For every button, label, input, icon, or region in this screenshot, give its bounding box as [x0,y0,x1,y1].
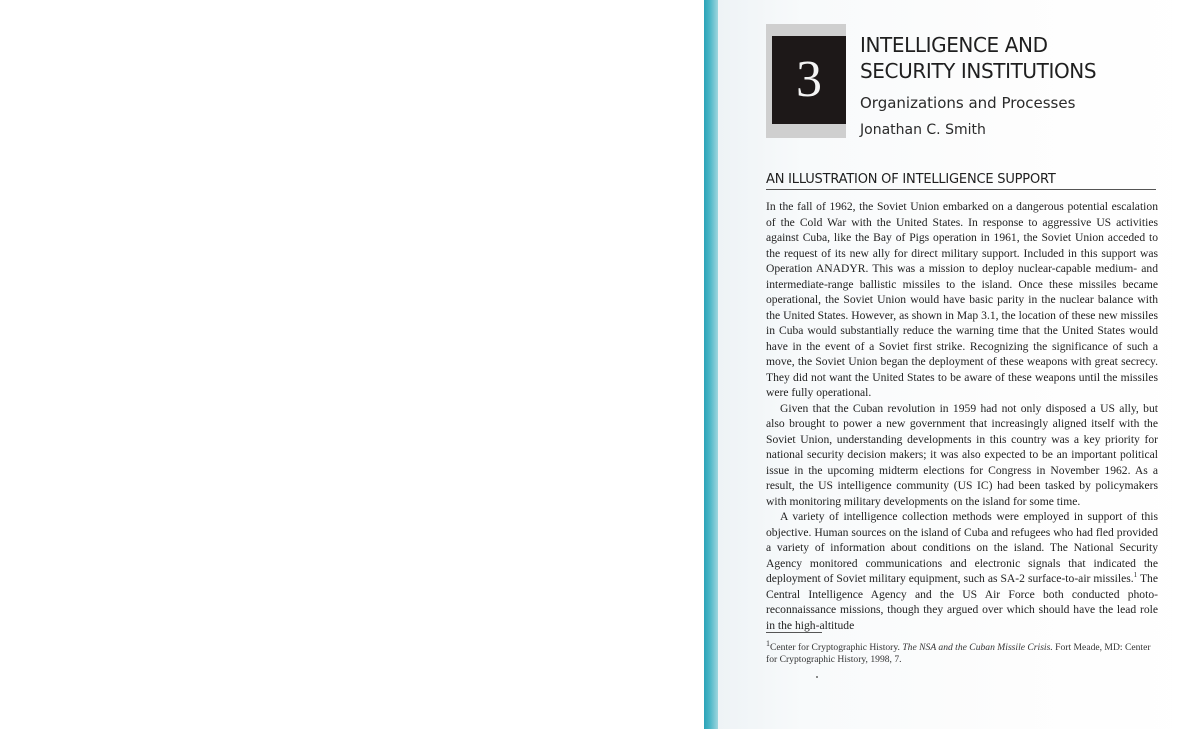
chapter-number-box [772,36,846,124]
chapter-title [860,32,1160,84]
footnote-marker: 1 [766,639,770,648]
chapter-number-block [766,24,846,138]
chapter-number: 3 [796,51,822,108]
paper-speck [816,676,818,678]
footnote-text-a: Center for Cryptographic History. [770,642,903,654]
paragraph-1: In the fall of 1962, the Soviet Union embarked on a dangerous potential escalation of the Cold War with the United States. In response to aggressive US activities against Cuba, like the Bay of Pigs operation in 1961, the Soviet Union acceded to the request of its new ally for direct military support. Included in this support was Operation ANADYR. This was a mission to deploy nuclear-capable medium- and intermediate-range ballistic missiles to the island. Once these missiles became operational, the Soviet Union would have basic parity in the nuclear balance with the United States. However, as shown in Map 3.1, the location of these new missiles in Cuba would substantially reduce the warning time that the United States would have in the event of a Soviet first strike. Recognizing the significance of such a move, the Soviet Union began the deployment of these weapons with great secrecy. They did not want the United States to be aware of these weapons until the missiles were fully operational. [766,200,1158,399]
book-spine-edge [704,0,718,729]
footnote-divider [766,632,822,633]
paragraph-3-part-b: The Central Intelligence Agency and the US Air Force both conducted photo-reconnaissance missions, though they argued over which should have the lead role in the high-altitude [766,572,1158,632]
paragraph-3-part-a: A variety of intelligence collection methods were employed in support of this objective. Human sources on the island of Cuba and refugees who had fled provided a variety of information about conditions on the island. The National Security Agency monitored communications and electronic signals that indicated the deployment of Soviet military equipment, such as SA-2 surface-to-air missiles. [766,510,1158,585]
section-heading: AN ILLUSTRATION OF INTELLIGENCE SUPPORT [766,172,1156,190]
footnote [766,638,1158,666]
right-page [718,0,1200,729]
chapter-title-line-1: INTELLIGENCE AND [860,33,1048,57]
chapter-title-line-2: SECURITY INSTITUTIONS [860,59,1097,83]
chapter-subtitle: Organizations and Processes [860,94,1076,112]
paragraph-3 [766,509,1158,633]
chapter-author: Jonathan C. Smith [860,122,986,138]
footnote-reference: 1 [1133,571,1138,580]
footnote-text-b: Fort Meade, MD: Center for Cryptographic History, 1998, 7. [766,642,1151,666]
body-text [766,199,1158,633]
footnote-title: The NSA and the Cuban Missile Crisis. [902,642,1053,654]
paragraph-2: Given that the Cuban revolution in 1959 had not only disposed a US ally, but also brought to power a new government that increasingly aligned itself with the Soviet Union, understanding developments in this country was a key priority for national security decision makers; it was also expected to be an important political issue in the upcoming midterm elections for Congress in November 1962. As a result, the US intelligence community (US IC) had been tasked by policymakers with monitoring military developments on the island for some time. [766,401,1158,508]
